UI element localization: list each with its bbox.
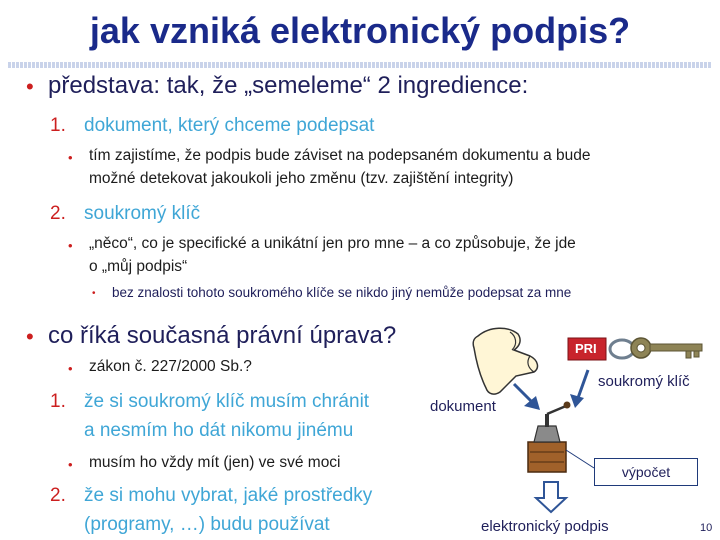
law-reference: zákon č. 227/2000 Sb.? <box>89 358 252 375</box>
protect-key-line2: a nesmím ho dát nikomu jinému <box>84 420 354 441</box>
bullet: • <box>68 150 73 165</box>
page-number: 10 <box>700 522 713 534</box>
key-label: soukromý klíč <box>598 373 690 390</box>
bullet: • <box>26 74 34 99</box>
unique-line1: „něco“, co je specifické a unikátní jen pro mne – a co způsobuje, že jde <box>89 235 576 252</box>
protect-key-line1: že si soukromý klíč musím chránit <box>84 391 370 412</box>
unique-line2: o „můj podpis“ <box>89 258 188 275</box>
pri-tag: PRI <box>575 341 597 356</box>
integrity-line2: možné detekovat jakoukoli jeho změnu (tzv. zajištění integrity) <box>89 170 514 187</box>
choose-tools-line2: (programy, …) budu používat <box>84 514 330 535</box>
document-label: dokument <box>430 398 496 415</box>
grinder-icon <box>528 402 571 473</box>
calc-connector <box>566 450 594 468</box>
bullet: • <box>68 457 73 472</box>
choose-tools-line1: že si mohu vybrat, jaké prostředky <box>84 485 373 506</box>
item-number: 2. <box>50 203 66 224</box>
section2-heading: co říká současná právní úprava? <box>48 322 397 349</box>
item-number: 2. <box>50 485 66 506</box>
result-down-arrow <box>536 482 566 512</box>
item-number: 1. <box>50 115 66 136</box>
no-one-else-note: bez znalosti tohoto soukromého klíče se nikdo jiný nemůže podepsat za mne <box>112 285 572 300</box>
integrity-line1: tím zajistíme, že podpis bude záviset na podepsaném dokumentu a bude <box>89 147 591 164</box>
key-to-grinder-arrow <box>570 370 588 408</box>
document-to-grinder-arrow <box>514 384 540 410</box>
document-scroll-icon <box>473 328 537 394</box>
bullet: • <box>26 324 34 349</box>
slide-title: jak vzniká elektronický podpis? <box>89 10 631 51</box>
calculation-box: výpočet <box>594 458 698 486</box>
own-control-note: musím ho vždy mít (jen) ve své moci <box>89 454 341 471</box>
bullet: • <box>68 238 73 253</box>
bullet: • <box>68 361 73 376</box>
bullet: • <box>92 288 96 299</box>
section1-heading: představa: tak, že „semeleme“ 2 ingredience: <box>48 72 529 99</box>
result-label: elektronický podpis <box>481 518 609 535</box>
item-private-key: soukromý klíč <box>84 203 201 224</box>
item-document: dokument, který chceme podepsat <box>84 115 375 136</box>
item-number: 1. <box>50 391 66 412</box>
